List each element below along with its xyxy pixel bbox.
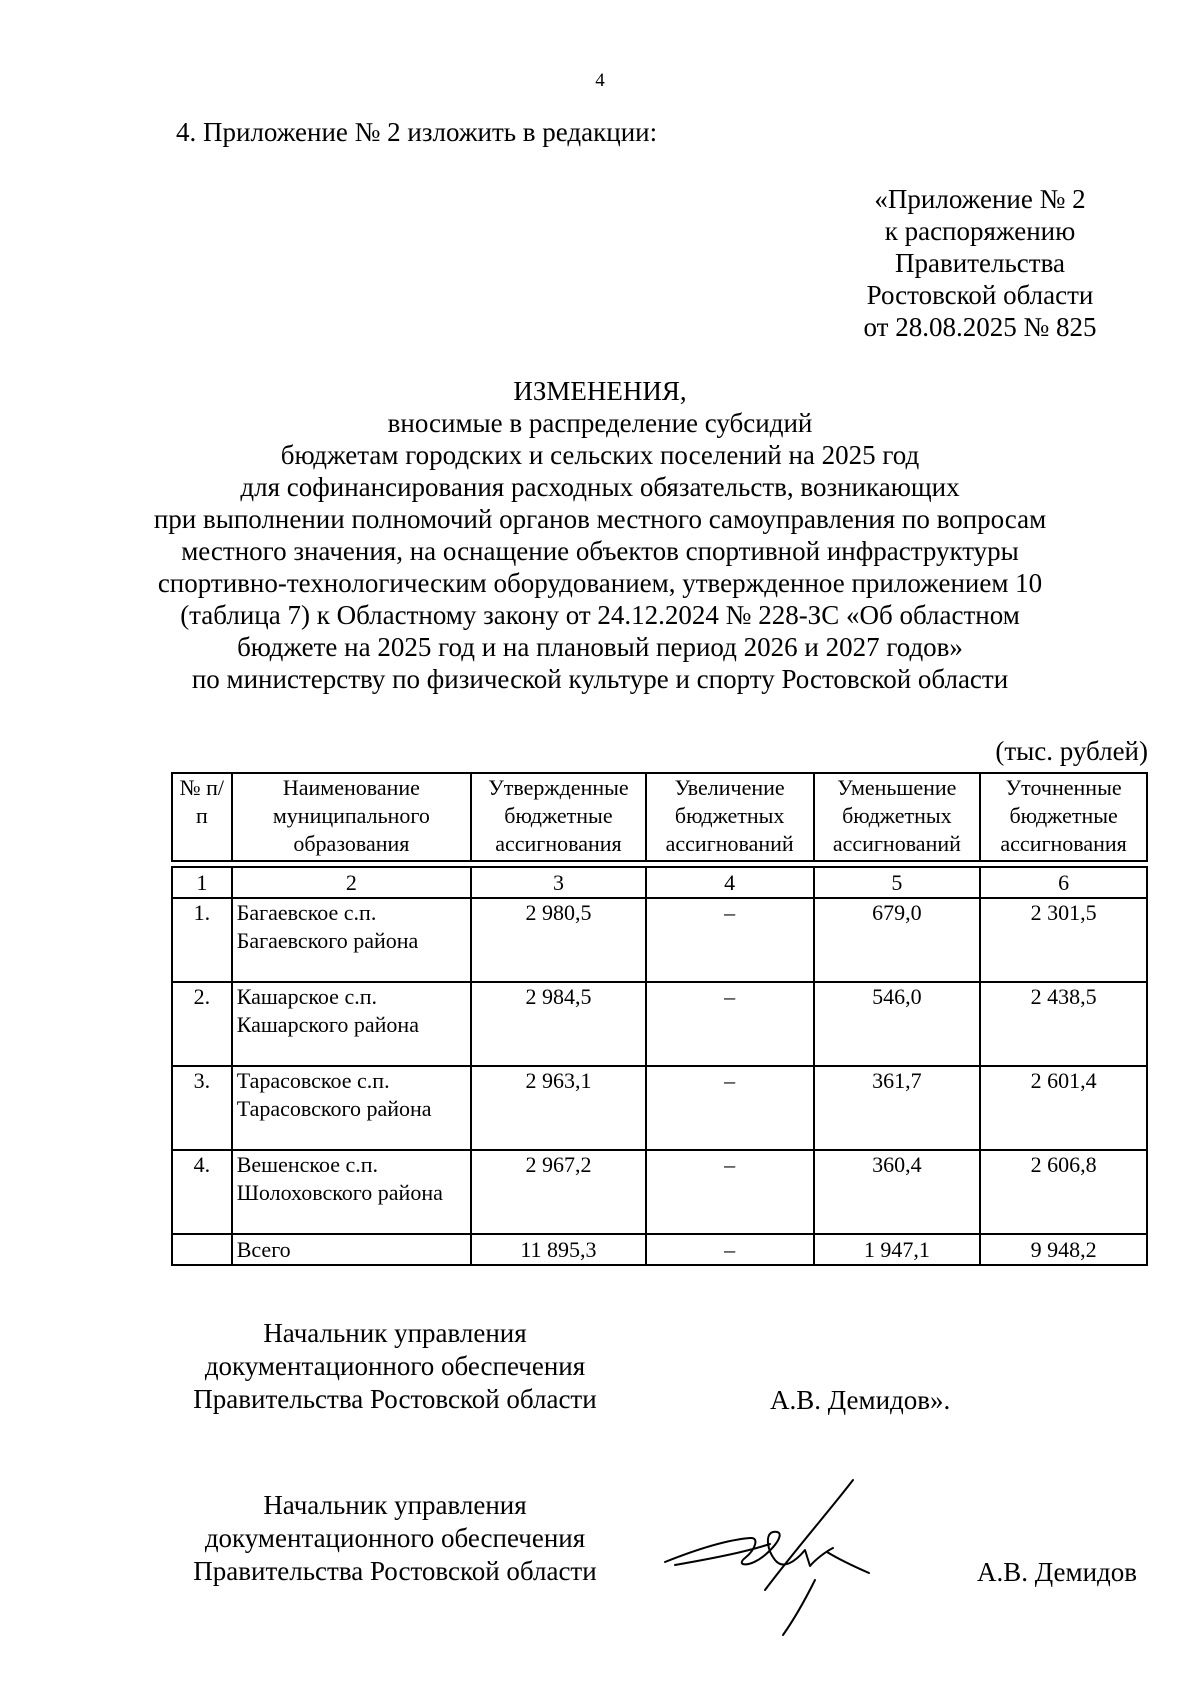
title-line: местного значения, на оснащение объектов спортивной инфраструктуры (181, 536, 1019, 566)
appendix-line: от 28.08.2025 № 825 (863, 312, 1097, 342)
units-label: (тыс. рублей) (995, 736, 1148, 766)
appendix-line: Правительства (895, 248, 1065, 278)
total-approved: 11 895,3 (471, 1234, 646, 1265)
title-heading: ИЗМЕНЕНИЯ, (513, 376, 687, 406)
document-title (100, 375, 1100, 695)
position-line: Правительства Ростовской области (193, 1384, 597, 1414)
signatory-position-2 (160, 1489, 630, 1588)
position-line: Начальник управления (263, 1318, 527, 1348)
title-line: при выполнении полномочий органов местного самоуправления по вопросам (153, 504, 1047, 534)
decrease-value: 546,0 (814, 982, 981, 1066)
table-header-row (172, 773, 1147, 861)
total-label: Всего (232, 1234, 471, 1265)
table-row (172, 1150, 1147, 1234)
refined-value: 2 301,5 (980, 898, 1147, 982)
decrease-value: 679,0 (814, 898, 981, 982)
table-row (172, 1066, 1147, 1150)
total-refined: 9 948,2 (980, 1234, 1147, 1265)
approved-value: 2 963,1 (471, 1066, 646, 1150)
column-number: 2 (232, 867, 471, 898)
column-number: 4 (646, 867, 814, 898)
decrease-value: 360,4 (814, 1150, 981, 1234)
column-header: Увеличение бюджетных ассигнований (646, 773, 814, 861)
column-header: Утвержденные бюджетные ассигнования (471, 773, 646, 861)
total-decrease: 1 947,1 (814, 1234, 981, 1265)
title-line: бюджетам городских и сельских поселений на 2025 год (280, 440, 920, 470)
increase-value: – (646, 982, 814, 1066)
table-row (172, 982, 1147, 1066)
row-number: 4. (172, 1150, 232, 1234)
increase-value: – (646, 898, 814, 982)
instruction-text: 4. Приложение № 2 изложить в редакции: (176, 117, 658, 147)
increase-value: – (646, 1066, 814, 1150)
column-header: Уточненные бюджетные ассигнования (980, 773, 1147, 861)
increase-value: – (646, 1150, 814, 1234)
column-number: 1 (172, 867, 232, 898)
column-header: Уменьшение бюджетных ассигнований (814, 773, 981, 861)
title-line: (таблица 7) к Областному закону от 24.12.2024 № 228-ЗС «Об областном (180, 600, 1020, 630)
title-line: спортивно-технологическим оборудованием, утвержденное приложением 10 (157, 568, 1043, 598)
total-row (172, 1234, 1147, 1265)
appendix-line: Ростовской области (866, 280, 1094, 310)
table-row (172, 898, 1147, 982)
approved-value: 2 967,2 (471, 1150, 646, 1234)
total-empty-cell (172, 1234, 232, 1265)
position-line: Начальник управления (263, 1490, 527, 1520)
position-line: документационного обеспечения (204, 1523, 586, 1553)
signatory-position-1 (160, 1317, 630, 1416)
column-number: 3 (471, 867, 646, 898)
appendix-line: к распоряжению (884, 216, 1076, 246)
handwritten-signature (655, 1470, 935, 1640)
title-line: вносимые в распределение субсидий (387, 408, 813, 438)
column-number: 5 (814, 867, 981, 898)
municipality-name: Вешенское с.п. Шолоховского района (232, 1150, 471, 1234)
column-header: Наименование муниципального образования (232, 773, 471, 861)
budget-table (171, 772, 1148, 1266)
page-number: 4 (595, 70, 605, 91)
refined-value: 2 601,4 (980, 1066, 1147, 1150)
title-line: по министерству по физической культуре и спорту Ростовской области (191, 664, 1009, 694)
signatory-name-1: А.В. Демидов». (770, 1385, 951, 1415)
column-number: 6 (980, 867, 1147, 898)
municipality-name: Тарасовское с.п. Тарасовского района (232, 1066, 471, 1150)
total-increase: – (646, 1234, 814, 1265)
refined-value: 2 438,5 (980, 982, 1147, 1066)
refined-value: 2 606,8 (980, 1150, 1147, 1234)
signatory-name-2: А.В. Демидов (977, 1557, 1138, 1587)
decrease-value: 361,7 (814, 1066, 981, 1150)
title-line: для софинансирования расходных обязательств, возникающих (240, 472, 960, 502)
municipality-name: Багаевское с.п. Багаевского района (232, 898, 471, 982)
column-header: № п/п (172, 773, 232, 861)
row-number: 1. (172, 898, 232, 982)
appendix-reference (830, 183, 1130, 343)
column-number-row (172, 867, 1147, 898)
municipality-name: Кашарское с.п. Кашарского района (232, 982, 471, 1066)
approved-value: 2 980,5 (471, 898, 646, 982)
appendix-line: «Приложение № 2 (874, 184, 1086, 214)
title-line: бюджете на 2025 год и на плановый период 2026 и 2027 годов» (237, 632, 963, 662)
row-number: 2. (172, 982, 232, 1066)
position-line: документационного обеспечения (204, 1351, 586, 1381)
position-line: Правительства Ростовской области (193, 1556, 597, 1586)
row-number: 3. (172, 1066, 232, 1150)
approved-value: 2 984,5 (471, 982, 646, 1066)
